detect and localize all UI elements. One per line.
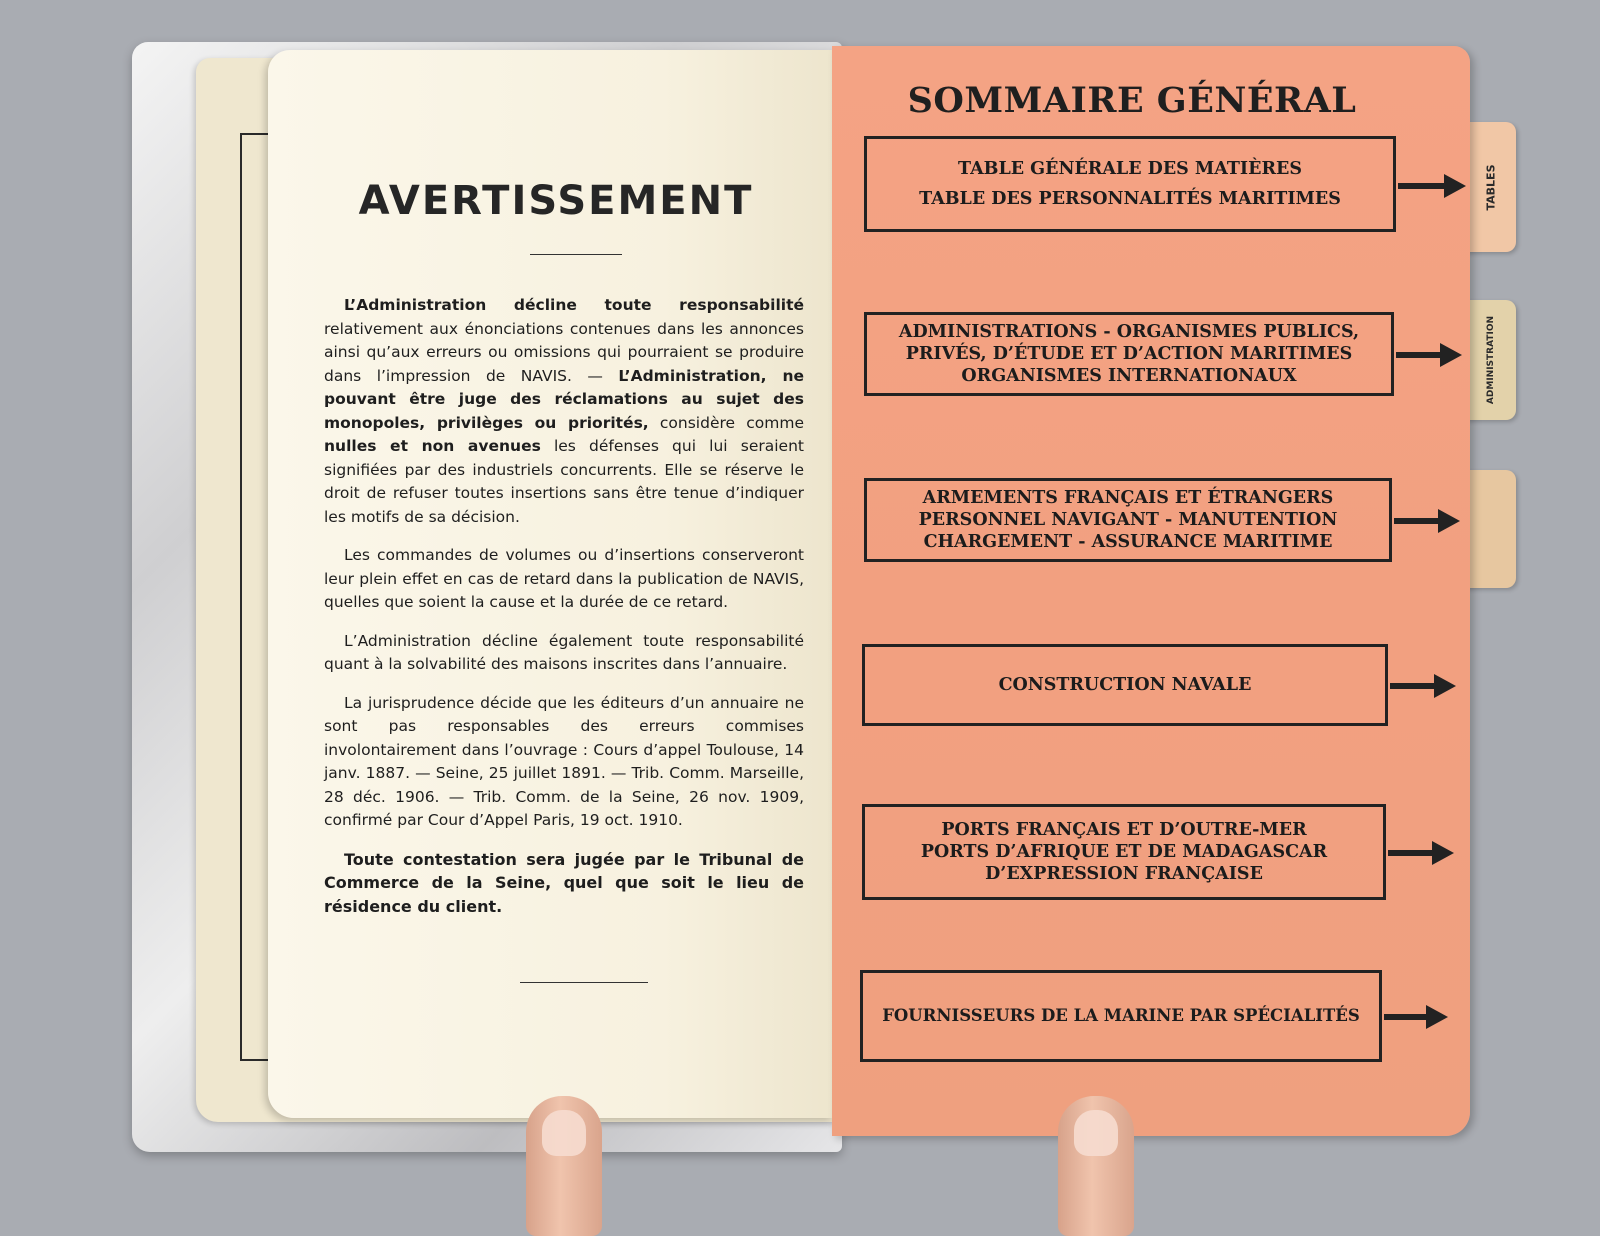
page-title: AVERTISSEMENT — [358, 178, 754, 224]
section-line: CONSTRUCTION NAVALE — [998, 675, 1252, 695]
paragraph-5: Toute contestation sera jugée par le Tribunal de Commerce de la Seine, quel que soit le lieu de résidence du client. — [324, 849, 804, 916]
paragraph-3: L’Administration décline également toute responsabilité quant à la solvabilité des maisons inscrites dans l’annuaire. — [324, 631, 804, 673]
arrow-icon — [1388, 841, 1454, 865]
section-line: PERSONNEL NAVIGANT - MANUTENTION — [918, 510, 1338, 530]
section-line: ADMINISTRATIONS - ORGANISMES PUBLICS, — [898, 322, 1360, 342]
thumb-left — [526, 1096, 602, 1236]
section-line: ARMEMENTS FRANÇAIS ET ÉTRANGERS — [922, 488, 1334, 508]
section-box-construction[interactable] — [862, 644, 1388, 726]
p1-text-1: relativement aux énonciations contenues dans les annonces ainsi qu’aux erreurs ou omissions qui pourraient se produire dans l’impression de NAVIS. — — [324, 319, 804, 385]
tab-administration[interactable] — [1466, 300, 1516, 420]
section-line: TABLE GÉNÉRALE DES MATIÈRES — [958, 159, 1302, 179]
section-box-fournisseurs[interactable] — [860, 970, 1382, 1062]
section-box-administrations[interactable] — [864, 312, 1394, 396]
arrow-icon — [1390, 674, 1456, 698]
p1-text-3: les défenses qui lui seraient signifiées par des industriels concurrents. Elle se réserve le droit de refuser toutes insertions sans être tenue d’indiquer les motifs de sa décision. — [324, 437, 804, 526]
section-line: TABLE DES PERSONNALITÉS MARITIMES — [919, 189, 1341, 209]
divider-bottom — [520, 982, 648, 983]
thumb-right — [1058, 1096, 1134, 1236]
section-box-ports[interactable] — [862, 804, 1386, 900]
arrow-icon — [1396, 343, 1462, 367]
section-line: FOURNISSEURS DE LA MARINE PAR SPÉCIALITÉS — [882, 1006, 1360, 1025]
p1-bold-3: nulles et non avenues — [324, 437, 541, 455]
section-line: ORGANISMES INTERNATIONAUX — [961, 366, 1297, 386]
p1-bold-2: L’Administration, ne pouvant être juge des réclamations au sujet des monopoles, privilèges ou priorités, — [324, 366, 804, 432]
section-line: PORTS D’AFRIQUE ET DE MADAGASCAR — [920, 842, 1328, 862]
divider-top — [530, 254, 622, 255]
tab-tables[interactable] — [1466, 122, 1516, 252]
paragraph-1 — [324, 294, 804, 529]
section-box-tables[interactable] — [864, 136, 1396, 232]
arrow-icon — [1398, 174, 1466, 198]
paragraph-2: Les commandes de volumes ou d’insertions conserveront leur plein effet en cas de retard dans la publication de NAVIS, quelles que soient la cause et la durée de ce retard. — [324, 546, 804, 611]
notice-text — [324, 294, 804, 933]
arrow-icon — [1384, 1005, 1448, 1029]
section-line: PRIVÉS, D’ÉTUDE ET D’ACTION MARITIMES — [905, 344, 1353, 364]
tab-armements[interactable] — [1466, 470, 1516, 588]
section-line: PORTS FRANÇAIS ET D’OUTRE-MER — [941, 820, 1307, 840]
paragraph-4: La jurisprudence décide que les éditeurs d’un annuaire ne sont pas responsables des erreurs commises involontairement dans l’ouvrage : Cours d’appel Toulouse, 14 janv. 1887. — Seine, 25 juillet 1891. — Trib. Comm. Marseille, 28 déc. 1906. — Trib. Comm. de la Seine, 26 nov. 1909, confirmé par Cour d’Appel Paris, 19 oct. 1910. — [324, 693, 804, 829]
section-line: D’EXPRESSION FRANÇAISE — [985, 864, 1263, 884]
p1-bold-1: L’Administration décline toute responsabilité — [344, 296, 804, 314]
arrow-icon — [1394, 509, 1460, 533]
p1-text-2: considère comme — [648, 413, 804, 432]
left-page — [268, 50, 834, 1118]
section-line: CHARGEMENT - ASSURANCE MARITIME — [923, 532, 1333, 552]
section-box-armements[interactable] — [864, 478, 1392, 562]
tab-administration-label: ADMINISTRATION — [1486, 315, 1496, 405]
sommaire-title: SOMMAIRE GÉNÉRAL — [907, 80, 1357, 121]
tab-tables-label: TABLES — [1484, 164, 1498, 210]
